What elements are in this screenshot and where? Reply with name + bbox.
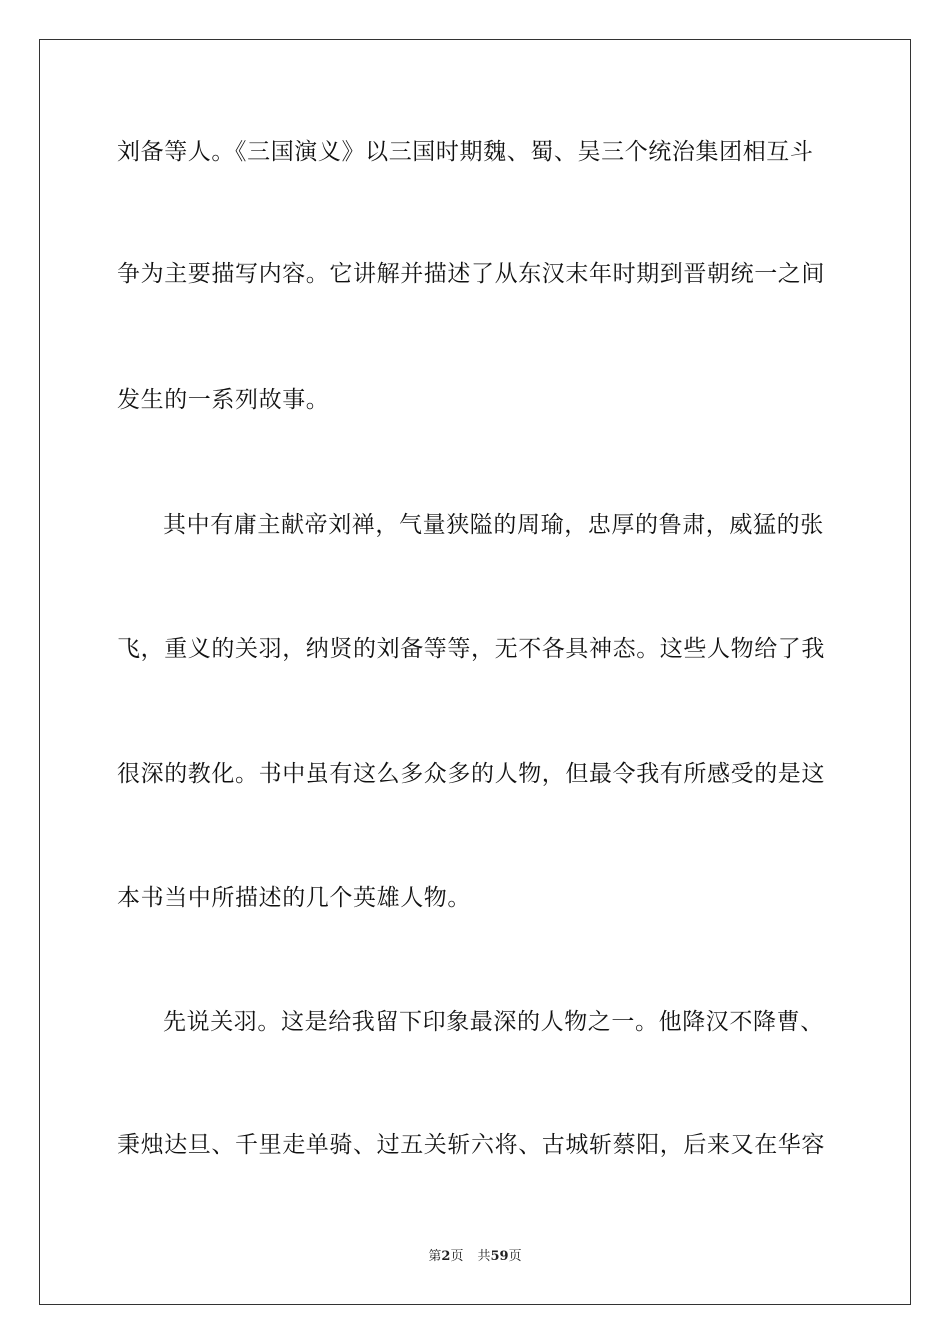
text-line-1: 刘备等人。《三国演义》以三国时期魏、蜀、吴三个统治集团相互斗 <box>117 139 814 165</box>
total-prefix: 共 <box>477 1249 491 1264</box>
text-line-9: 秉烛达旦、千里走单骑、过五关斩六将、古城斩蔡阳，后来又在华容 <box>117 1132 825 1158</box>
text-line-3: 发生的一系列故事。 <box>117 387 330 413</box>
page-frame <box>39 39 911 1305</box>
page-number: 2 <box>441 1249 451 1264</box>
text-line-2: 争为主要描写内容。它讲解并描述了从东汉末年时期到晋朝统一之间 <box>117 261 825 287</box>
total-pages: 59 <box>490 1249 509 1264</box>
text-line-5: 飞，重义的关羽，纳贤的刘备等等，无不各具神态。这些人物给了我 <box>117 636 825 662</box>
page-footer <box>0 1248 950 1266</box>
total-suffix: 页 <box>508 1249 522 1264</box>
text-line-8: 先说关羽。这是给我留下印象最深的人物之一。他降汉不降曹、 <box>163 1009 824 1035</box>
text-line-4: 其中有庸主献帝刘禅，气量狭隘的周瑜，忠厚的鲁肃，威猛的张 <box>163 512 824 538</box>
text-line-7: 本书当中所描述的几个英雄人物。 <box>117 885 471 911</box>
text-line-6: 很深的教化。书中虽有这么多众多的人物，但最令我有所感受的是这 <box>117 761 825 787</box>
page-suffix: 页 <box>450 1249 464 1264</box>
page-prefix: 第 <box>428 1249 442 1264</box>
